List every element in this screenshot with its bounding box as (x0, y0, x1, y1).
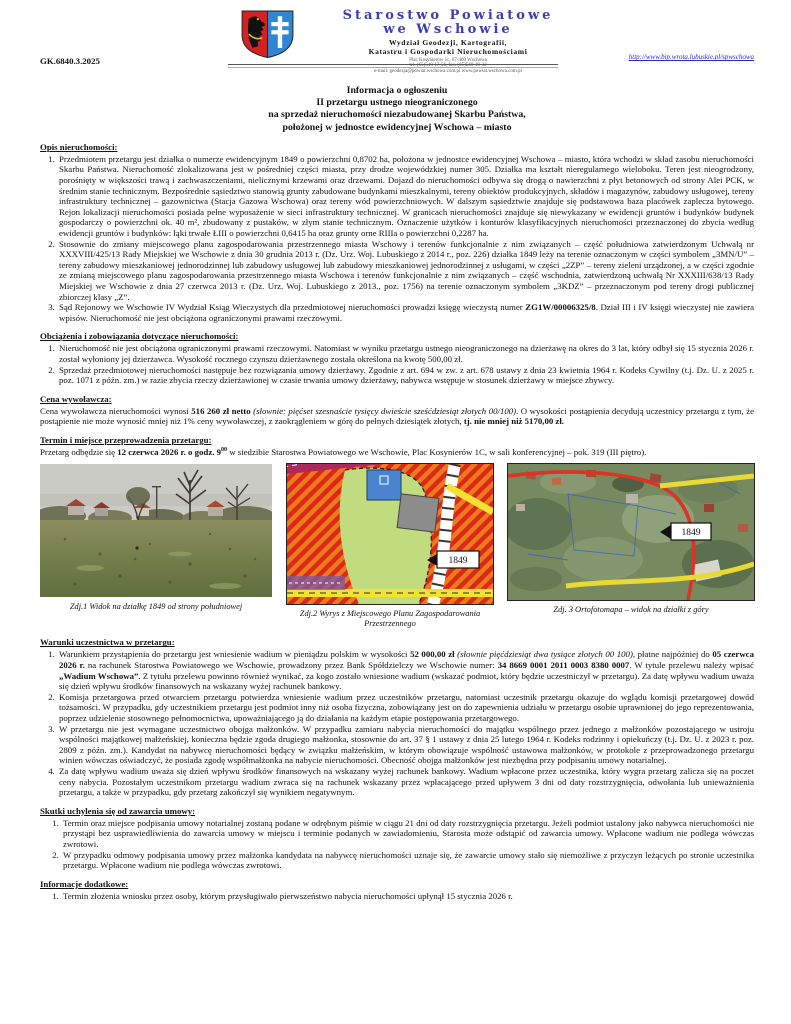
section-warunki (40, 637, 754, 797)
dept-line2: Katastru i Gospodarki Nieruchomościami (368, 46, 528, 56)
zoning-plan-image (287, 464, 493, 604)
section-opis (40, 142, 754, 324)
bip-link[interactable]: http://www.bip.wrota.lubuskie.pl/spwschowa (628, 53, 754, 61)
title-line3: na sprzedaż nieruchomości niezabudowanej Skarbu Państwa, (268, 109, 526, 121)
list-item: 3. W przetargu nie jest wymagane uczestnictwo obojga małżonków. W przypadku zamiaru nabycia nieruchomości do majątku wspólnego przez jednego z małżonków pozostającego w ustroju wspólności majątkowej małżeńskiej, konieczna będzie zgoda drugiego małżonka, stosownie do art. 37 § 1 ustawy z dnia 25 lutego 1964 r. Kodeks rodzinny i opiekuńczy (t.j. Dz. U. z 2023 r. poz. 2809 z późn. zm.). Kandydat na nabywcę nieruchomości będący w związku małżeńskim, w którym obowiązuje wspólność ustawowa małżonków, w protokole z przeprowadzonego przetargu winien wówczas oświadczyć, że posiada zgodę współmałżonka na nabycie nieruchomości. Obecność obojga małżonków jest niezbędna przy podpisaniu umowy notarialnej. (57, 724, 754, 766)
section-skutki (40, 806, 754, 871)
figure1-caption: Zdj.1 Widok na działkę 1849 od strony południowej (69, 602, 243, 612)
contact-email-www: e-mail: geodezja@powiat.wschowa.com.pl www.powiat.wschowa.com.pl (374, 69, 522, 75)
contact-phone: tel. (65)540-17-56, fax. (65)540-19-32 (409, 63, 487, 69)
title-line4: położonej w jednostce ewidencyjnej Wschowa – miasto (282, 121, 512, 133)
dept-line1: Wydział Geodezji, Kartografii, (388, 38, 508, 47)
reference-number: GK.6840.3.2025 (40, 56, 100, 66)
list-item: 1. Termin złożenia wniosku przez osoby, którym przysługiwało pierwszeństwo nabycia nieruchomości upłynął 15 stycznia 2026 r. (61, 891, 754, 902)
figure-zoning-plan (287, 464, 493, 629)
section-termin (40, 435, 754, 458)
skutki-list (40, 818, 754, 871)
obciazenia-list (40, 343, 754, 385)
informacje-list (40, 891, 754, 902)
section-cena (40, 394, 754, 427)
section-heading-termin: Termin i miejsce przeprowadzenia przetargu: (40, 434, 212, 445)
opis-list (40, 154, 754, 324)
figure3-caption: Zdj. 3 Ortofotomapa – widok na działki z góry (553, 605, 709, 615)
section-informacje (40, 879, 754, 902)
letterhead-divider (228, 64, 558, 68)
figure-row (40, 464, 754, 629)
list-item: 2. Komisja przetargowa przed otwarciem przetargu potwierdza wniesienie wadium przez uczestników przetargu, natomiast uczestnik przetargu okazuje do wglądu komisji przetargowej dowód tożsamości. W przypadku, gdy uczestnikiem przetargu jest podmiot inny niż osoba fizyczna, zobowiązany jest on do zapewnienia udziału w przetargu osobie uprawnionej do jego reprezentowania, poprzez udzielenie stosownego pełnomocnictwa, upoważniającego ją do działania na każdym etapie postępowania przetargowego. (57, 692, 754, 724)
section-heading-skutki: Skutki uchylenia się od zawarcia umowy: (40, 805, 196, 816)
warunki-list (40, 649, 754, 797)
title-line2: II przetargu ustnego nieograniczonego (316, 97, 478, 109)
list-item: 1. Termin oraz miejsce podpisania umowy notarialnej zostaną podane w odrębnym piśmie w ciągu 21 dni od daty rozstrzygnięcia przetargu. Jeżeli podmiot ustalony jako nabywca nieruchomości nie przystąpi bez usprawiedliwienia do zawarcia umowy w miejscu i terminie podanych w zawiadomieniu, Starosta może odstąpić od zawarcia umowy. Wpłacone wadium nie podlega wówczas zwrotowi. (61, 818, 754, 850)
figure2-caption: Zdj.2 Wyrys z Miejscowego Planu Zagospodarowania Przestrzennego (299, 609, 481, 629)
letterhead (40, 8, 754, 75)
org-name-line1: Starostwo Powiatowe (342, 8, 554, 23)
list-item: 2. Sprzedaż przedmiotowej nieruchomości następuje bez rozwiązania umowy dzierżawy. Zgodnie z art. 694 w zw. z art. 678 ustawy z dnia 23 kwietnia 1964 r. Kodeks Cywilny (t.j. Dz. U. z 2025 r. poz. 1071 z późn. zm.) w razie zbycia rzeczy dzierżawionej w czasie trwania umowy dzierżawy, nabywca wstępuje w stosunek dzierżawy w miejsce zbywcy. (57, 365, 754, 386)
section-heading-cena: Cena wywoławcza: (40, 393, 112, 404)
list-item: 2. W przypadku odmowy podpisania umowy przez małżonka kandydata na nabywcę nieruchomości uznaje się, że zawarcie umowy stało się niemożliwe z przyczyn leżących po stronie uczestnika przetargu. Wpłacone wadium nie podlega wówczas zwrotowi. (61, 850, 754, 871)
orthophoto-image (508, 464, 754, 600)
section-heading-opis: Opis nieruchomości: (40, 141, 118, 152)
coat-of-arms-icon (240, 10, 295, 58)
list-item: 1. Warunkiem przystąpienia do przetargu jest wniesienie wadium w pieniądzu polskim w wysokości 52 000,00 zł (słownie pięćdziesiąt dwa tysiące złotych 00 100), płatne najpóźniej do 05 czerwca 2026 r. na rachunek Starostwa Powiatowego we Wschowie, prowadzony przez Bank Spółdzielczy we Wschowie numer: 34 8669 0001 2011 0003 8380 0007. W tytule przelewu należy wpisać „Wadium Wschowa”. Z tytułu przelewu powinno również wynikać, za kogo zostało wniesione wadium (wskazać podmiot, który będzie uczestniczył w przetargu). Za datę wpływu wadium uważa się dzień wpływu środków finansowych na wskazany wyżej rachunek bankowy. (57, 649, 754, 691)
contact-address: Plac Kosynierów 1c, 67-400 Wschowa (409, 57, 487, 63)
list-item: 1. Nieruchomość nie jest obciążona ograniczonymi prawami rzeczowymi. Natomiast w wyniku przetargu ustnego nieograniczonego na dzierżawę na okres do 3 lat, który odbył się 15 stycznia 2026 r. został wyłoniony jej dzierżawca. Wysokość rocznego czynszu dzierżawnego została określona na kwotę 500,00 zł. (57, 343, 754, 364)
list-item: 3. Sąd Rejonowy we Wschowie IV Wydział Ksiąg Wieczystych dla przedmiotowej nieruchomości prowadzi księgę wieczystą numer ZG1W/00006325/8. Dział III i IV księgi wieczystej nie zawiera wpisów. Nieruchomość nie jest obciążona ograniczonymi prawami rzeczowymi. (57, 302, 754, 323)
parcel-number-label: 1849 (681, 528, 701, 539)
parcel-number-label: 1849 (448, 556, 468, 567)
section-heading-informacje: Informacje dodatkowe: (40, 878, 129, 889)
termin-paragraph: Przetarg odbędzie się 12 czerwca 2026 r. o godz. $9^{00}$ w siedzibie Starostwa Powiatowego we Wschowie, Plac Kosynierów 1C, w sali konferencyjnej – pok. 319 (III piętro). (40, 446, 647, 457)
field-photo-image (40, 464, 272, 597)
figure-photo-field (40, 464, 272, 612)
list-item: 1. Przedmiotem przetargu jest działka o numerze ewidencyjnym 1849 o powierzchni 0,8702 ha, położona w jednostce ewidencyjnej Wschowa – miasto, która wchodzi w skład zasobu nieruchomości Skarbu Państwa. Nieruchomość zlokalizowana jest w pośredniej części miasta, przy drodze wojewódzkiej numer 305. Działka ma kształt nieregularnego wieloboku. Teren jest nieogrodzony, porośnięty w większości trawą i zachwaszczeniami, nielicznymi krzewami oraz drzewami. Dojazd do nieruchomości odbywa się drogą o nawierzchni z płyt betonowych od strony Alei PCK, w średnim stanie technicznym. Bezpośrednie sąsiedztwo stanowią grunty zabudowane budynkami mieszkalnymi, tereny obiektów produkcyjnych, składów i magazynów, zabudowy usługowej, tereny infrastruktury technicznej – gazownictwa (Stacja Gazowa Wschowa) oraz tereny wód powierzchniowych. W dalszym sąsiedztwie znajduje się podstawowa baza placówek zaplecza bytowego. Rejon lokalizacji nieruchomości posiada pełne wyposażenie w sieci infrastruktury technicznej. W granicach nieruchomości znajduje się niewykazany w ewidencji gruntów i budynków budynek gospodarczy o powierzchni ok. 40 m², zbudowany z pustaków, w złym stanie technicznym. Oznaczenie użytków i konturów klasyfikacyjnych nieruchomości przeznaczonej do zbycia według ewidencji gruntów i budynków: łąki trwałe ŁIII o powierzchni 0,6415 ha oraz grunty orne RIIIa o powierzchni 0,2287 ha. (57, 154, 754, 239)
org-name-line2: we Wschowie (383, 22, 513, 37)
list-item: 4. Za datę wpływu wadium uważa się dzień wpływu środków finansowych na wskazany wyżej rachunek bankowy. Wadium wpłacone przez uczestnika, który wygra przetarg zalicza się na poczet ceny nabycia. Pozostałym uczestnikom przetargu wadium zwraca się na rachunek wskazany przez wpłacającego przed upływem 3 dni od daty rozstrzygnięcia, odwołania lub unieważnienia przetargu, a także w przypadku, gdy przetarg zakończył się wynikiem negatywnym. (57, 766, 754, 798)
section-heading-obciazenia: Obciążenia i zobowiązania dotyczące nieruchomości: (40, 331, 239, 342)
title-line1: Informacja o ogłoszeniu (346, 85, 448, 96)
list-item: 2. Stosownie do zmiany miejscowego planu zagospodarowania przestrzennego miasta Wschowy i terenów funkcjonalnie z nim związanych – część południowa zatwierdzonym Uchwałą nr XXXVIII/425/13 Rady Miejskiej we Wschowie z dnia 30 grudnia 2013 r. (Dz. Urz. Woj. Lubuskiego z 2014 r., poz. 226) działka 1849 leży na terenie oznaczonym w części symbolem „3MN/U” – tereny zabudowy mieszkaniowej jednorodzinnej lub zabudowy usługowej lub zabudowy mieszkaniowej jednorodzinnej z usługami, w części „2ZP” – tereny zieleni urządzonej, a w części zgodnie ze zmianą miejscowego planu zagospodarowania przestrzennego miasta Wschowa i terenów funkcjonalnie z nim związanych – część wschodnia, zatwierdzoną uchwałą Nr XXXIII/638/13 Rady Miejskiej we Wschowie z dnia 27 czerwca 2013 r. (Dz. Urz. Woj. Lubuskiego z 2013., poz. 1756) na terenie oznaczonym symbolem „3KDZ” – przeznaczonym pod tereny drogi publicznej zbiorczej klasy „Z”. (57, 239, 754, 303)
section-heading-warunki: Warunki uczestnictwa w przetargu: (40, 637, 175, 648)
section-obciazenia (40, 331, 754, 385)
figure-orthophoto (508, 464, 754, 615)
cena-paragraph: Cena wywoławcza nieruchomości wynosi 516 260 zł netto (słownie: pięćset szesnaście tysięcy dwieście sześćdziesiąt złotych 00/100). O wysokości postąpienia decydują uczestnicy przetargu z tym, że postąpienie nie może wynosić mniej niż 1% ceny wywoławczej, z zaokrągleniem w górę do pełnych dziesiątek złotych, tj. nie mniej niż 5170,00 zł. (40, 405, 755, 427)
document-title (40, 85, 754, 134)
